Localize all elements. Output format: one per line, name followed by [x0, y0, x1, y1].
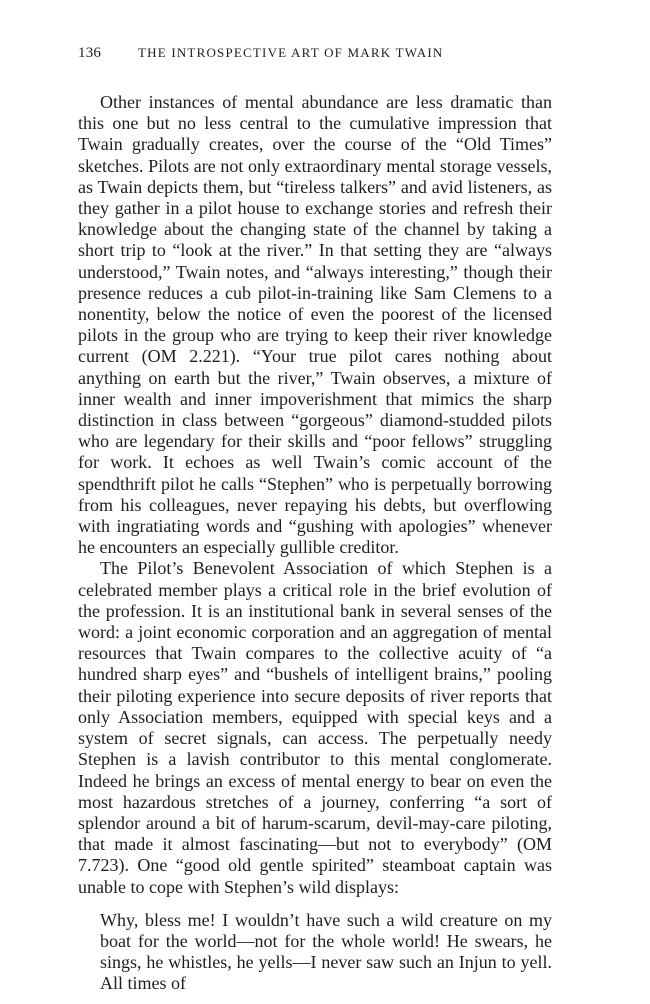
paragraph: The Pilot’s Benevolent Association of which Stephen is a celebrated member plays a critical role in the brief evolution of the profession. It is an institutional bank in several senses of the word: a joint economic corporation and an aggregation of mental resources that Twain compares to the collective acuity of “a hundred sharp eyes” and “bushels of intelligent brains,” pooling their piloting experience into secure deposits of river reports that only Association members, equipped with special keys and a system of secret signals, can access. The perpetually needy Stephen is a lavish contributor to this mental conglomerate. Indeed he brings an excess of mental energy to bear on even the most hazardous stretches of a journey, conferring “a sort of splendor around a bit of harum-scarum, devil-may-care piloting, that made it almost fascinating—but not to everybody” (OM 7.723). One “good old gentle spirited” steamboat captain was unable to cope with Stephen’s wild displays: — [78, 558, 552, 897]
running-title: THE INTROSPECTIVE ART OF MARK TWAIN — [138, 45, 444, 60]
body-text — [78, 92, 552, 995]
book-page — [78, 44, 552, 995]
paragraph: Other instances of mental abundance are less dramatic than this one but no less central to the cumulative impression that Twain gradually creates, over the course of the “Old Times” sketches. Pilots are not only extraordinary mental storage vessels, as Twain depicts them, but “tireless talkers” and avid listeners, as they gather in a pilot house to exchange stories and refresh their knowledge about the changing state of the channel by taking a short trip to “look at the river.” In that setting they are “always understood,” Twain notes, and “always interesting,” though their presence reduces a cub pilot-in-training like Sam Clemens to a nonentity, below the notice of even the poorest of the licensed pilots in the group who are trying to keep their river knowledge current (OM 2.221). “Your true pilot cares nothing about anything on earth but the river,” Twain observes, a mixture of inner wealth and inner impoverishment that mimics the sharp distinction in class between “gorgeous” diamond-studded pilots who are legendary for their skills and “poor fellows” struggling for work. It echoes as well Twain’s comic account of the spendthrift pilot he calls “Stephen” who is perpetually borrowing from his colleagues, never repaying his debts, but overflowing with ingratiating words and “gushing with apologies” whenever he encounters an especially gullible creditor. — [78, 92, 552, 558]
page-number: 136 — [78, 45, 102, 61]
quote-text: Why, bless me! I wouldn’t have such a wild creature on my boat for the world—not for the whole world! He swears, he sings, he whistles, he yells—I never saw such an Injun to yell. All times of — [100, 909, 552, 994]
block-quote — [100, 910, 552, 995]
running-head — [78, 44, 552, 62]
